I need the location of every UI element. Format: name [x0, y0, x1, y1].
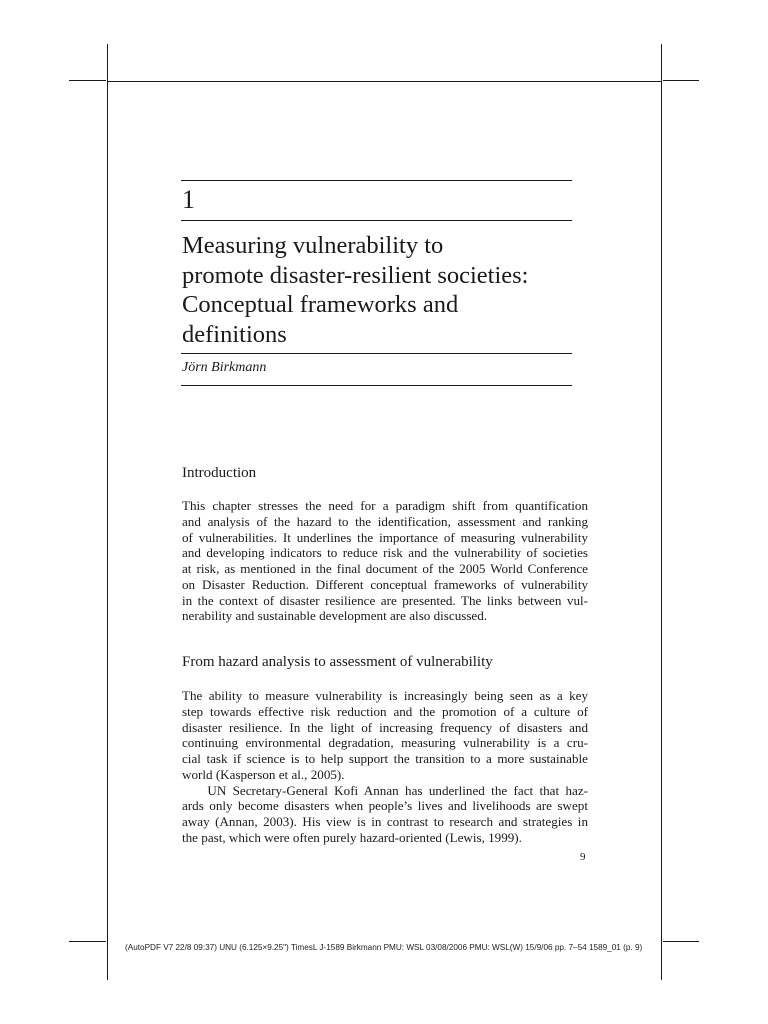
crop-mark-bottom-right-horizontal [663, 941, 699, 942]
crop-mark-top-left-vertical [107, 44, 108, 81]
page-frame-top [107, 81, 662, 82]
chapter-rule-above-author [181, 353, 572, 354]
chapter-rule-below-author [181, 385, 572, 386]
introduction-paragraph [182, 498, 588, 624]
paragraph-line: and developing indicators to reduce risk and the vulnerability of societies [182, 545, 588, 561]
crop-mark-top-right-vertical [661, 44, 662, 81]
page-frame-left [107, 81, 108, 943]
chapter-number: 1 [182, 185, 195, 214]
paragraph-line: This chapter stresses the need for a paradigm shift from quantification [182, 498, 588, 513]
hazard-analysis-paragraph [182, 688, 588, 846]
paragraph-line: at risk, as mentioned in the final document of the 2005 World Conference [182, 561, 588, 576]
paragraph-line: continuing environmental degradation, measuring vulnerability is a cru- [182, 735, 588, 751]
chapter-title-line: Conceptual frameworks and [182, 291, 459, 318]
section-heading-hazard-analysis: From hazard analysis to assessment of vulnerability [182, 654, 493, 670]
chapter-rule-top [181, 180, 572, 181]
paragraph-line: nerability and sustainable development are also discussed. [182, 608, 488, 624]
page-number: 9 [580, 851, 586, 863]
paragraph-line: away (Annan, 2003). His view is in contrast to research and strategies in [182, 814, 588, 829]
paragraph-line: the past, which were often purely hazard-oriented (Lewis, 1999). [182, 829, 522, 845]
chapter-title-line: definitions [182, 320, 287, 348]
paragraph-line: step towards effective risk reduction and the promotion of a culture of [182, 703, 588, 719]
paragraph-line: cial task if science is to help support the transition to a more sustainable [182, 751, 588, 766]
paragraph-line: world (Kasperson et al., 2005). [182, 766, 345, 782]
crop-mark-bottom-left-horizontal [69, 941, 106, 942]
paragraph-line: UN Secretary-General Kofi Annan has underlined the fact that haz- [182, 782, 588, 798]
crop-mark-bottom-left-vertical [107, 943, 108, 980]
crop-mark-top-right-horizontal [663, 80, 699, 81]
paragraph-line: ards only become disasters when people’s lives and livelihoods are swept [182, 798, 588, 814]
crop-mark-bottom-right-vertical [661, 943, 662, 980]
chapter-rule-under-number [181, 220, 572, 221]
paragraph-line: on Disaster Reduction. Different conceptual frameworks of vulnerability [182, 576, 588, 592]
paragraph-line: disaster resilience. In the light of increasing frequency of disasters and [182, 719, 588, 735]
section-heading-introduction: Introduction [182, 465, 257, 481]
crop-mark-top-left-horizontal [69, 80, 106, 81]
paragraph-line: of vulnerabilities. It underlines the importance of measuring vulnerability [182, 529, 588, 545]
paragraph-line: and analysis of the hazard to the identification, assessment and ranking [182, 513, 588, 529]
chapter-title [182, 231, 582, 349]
author-name: Jörn Birkmann [182, 360, 267, 375]
page-frame-right [661, 81, 662, 943]
chapter-title-line: promote disaster-resilient societies: [182, 261, 529, 289]
chapter-title-line: Measuring vulnerability to [182, 232, 444, 259]
footer-print-slug: (AutoPDF V7 22/8 09:37) UNU (6.125×9.25") TimesL J-1589 Birkmann PMU: WSL 03/08/2006 PMU: WSL(W) 15/9/06 pp. 7–54 1589_01 (p. 9) [125, 943, 643, 952]
paragraph-line: The ability to measure vulnerability is increasingly being seen as a key [182, 688, 588, 703]
paragraph-line: in the context of disaster resilience are presented. The links between vul- [182, 592, 588, 608]
